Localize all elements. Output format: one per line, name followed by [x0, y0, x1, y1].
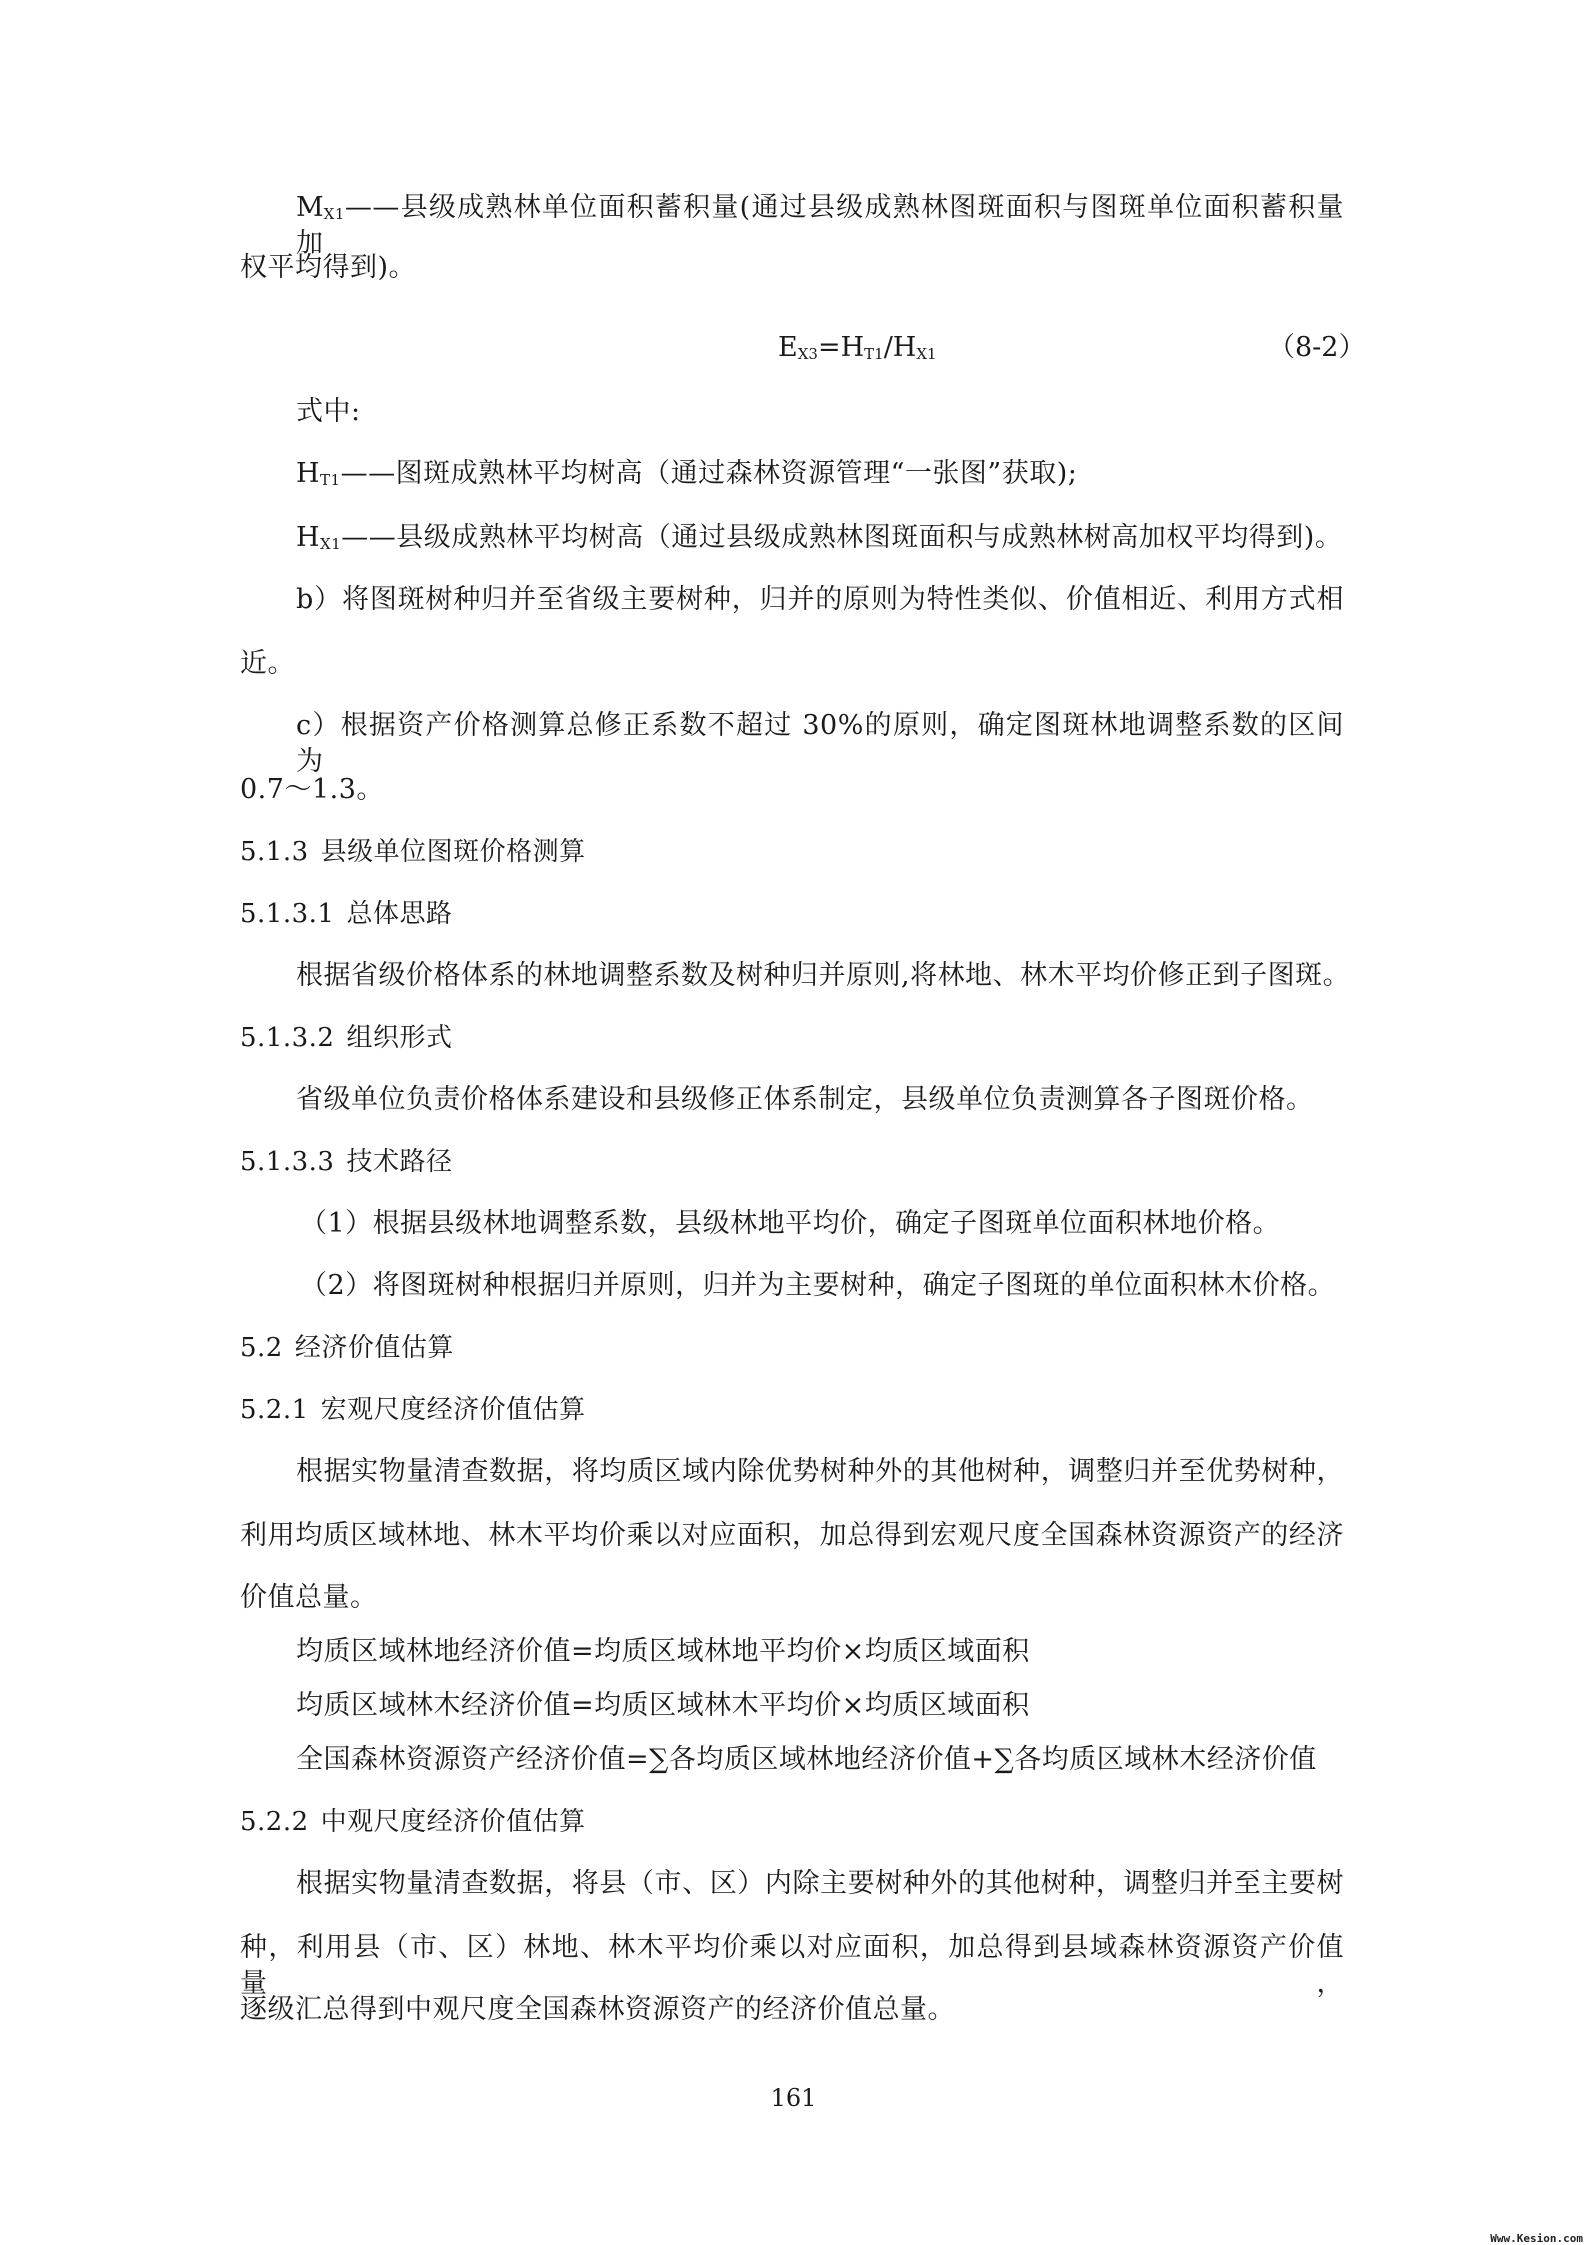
where-label: 式中:: [296, 396, 361, 427]
formula-national-value: 全国森林资源资产经济价值=∑各均质区域林地经济价值+∑各均质区域林木经济价值: [296, 1744, 1317, 1775]
para-5-1-3-3-item2: （2）将图斑树种根据归并原则，归并为主要树种，确定子图斑的单位面积林木价格。: [300, 1270, 1336, 1301]
def-mx1-line1: [296, 190, 1344, 262]
formula-forest-land-value: 均质区域林地经济价值=均质区域林地平均价×均质区域面积: [296, 1636, 1030, 1667]
heading-5-1-3-2: 5.1.3.2 组织形式: [240, 1023, 453, 1053]
para-5-1-3-1: 根据省级价格体系的林地调整系数及树种归并原则,将林地、林木平均价修正到子图斑。: [296, 960, 1351, 991]
def-ht1: $H_{T1}——$图斑成熟林平均树高（通过森林资源管理“一张图”获取);: [296, 458, 1078, 489]
para-c-line1: c）根据资产价格测算总修正系数不超过 30%的原则，确定图斑林地调整系数的区间为: [296, 710, 1344, 777]
para-b-line2: 近。: [240, 648, 295, 679]
heading-5-2-2: 5.2.2 中观尺度经济价值估算: [240, 1807, 586, 1837]
formula-forest-tree-value: 均质区域林木经济价值=均质区域林木平均价×均质区域面积: [296, 1690, 1030, 1721]
symbol-m-sub: X1: [323, 205, 345, 223]
heading-5-1-3: 5.1.3 县级单位图斑价格测算: [240, 837, 586, 867]
para-5-2-1-line1: 根据实物量清查数据，将均质区域内除优势树种外的其他树种，调整归并至优势树种，: [296, 1456, 1344, 1487]
para-5-2-2-line1: 根据实物量清查数据，将县（市、区）内除主要树种外的其他树种，调整归并至主要树: [296, 1868, 1344, 1899]
equation-number: （8-2）: [1268, 332, 1366, 363]
def-hx1: $H_{X1}——$县级成熟林平均树高（通过县级成熟林图斑面积与成熟林树高加权平均得到)。: [296, 522, 1343, 553]
para-5-1-3-3-item1: （1）根据县级林地调整系数，县级林地平均价，确定子图斑单位面积林地价格。: [300, 1208, 1281, 1239]
para-b-line1: b）将图斑树种归并至省级主要树种，归并的原则为特性类似、价值相近、利用方式相: [296, 584, 1344, 615]
para-5-1-3-2: 省级单位负责价格体系建设和县级修正体系制定，县级单位负责测算各子图斑价格。: [296, 1084, 1314, 1115]
def-mx1-line2: 权平均得到)。: [240, 252, 417, 283]
heading-5-1-3-3: 5.1.3.3 技术路径: [240, 1147, 453, 1177]
para-5-2-1-line3: 价值总量。: [240, 1582, 378, 1613]
heading-5-1-3-1: 5.1.3.1 总体思路: [240, 899, 453, 929]
heading-5-2-1: 5.2.1 宏观尺度经济价值估算: [240, 1395, 586, 1425]
para-5-2-1-line2: 利用均质区域林地、林木平均价乘以对应面积，加总得到宏观尺度全国森林资源资产的经济: [240, 1520, 1344, 1551]
heading-5-2: 5.2 经济价值估算: [240, 1333, 454, 1363]
equation-8-2: $E_{X3}=H_{T1}/H_{X1}$: [778, 332, 937, 363]
def-mx1-text: ——县级成熟林单位面积蓄积量(通过县级成熟林图斑面积与图斑单位面积蓄积量加: [296, 192, 1344, 259]
para-c-line2: 0.7～1.3。: [240, 774, 384, 805]
para-5-2-2-line2: 种，利用县（市、区）林地、林木平均价乘以对应面积，加总得到县域森林资源资产价值量，: [240, 1932, 1344, 1999]
symbol-m: M: [296, 192, 324, 223]
para-5-2-2-line3: 逐级汇总得到中观尺度全国森林资源资产的经济价值总量。: [240, 1994, 955, 2025]
page-number: 161: [770, 2084, 817, 2112]
watermark: Www.Kesion.com: [1490, 2232, 1583, 2245]
